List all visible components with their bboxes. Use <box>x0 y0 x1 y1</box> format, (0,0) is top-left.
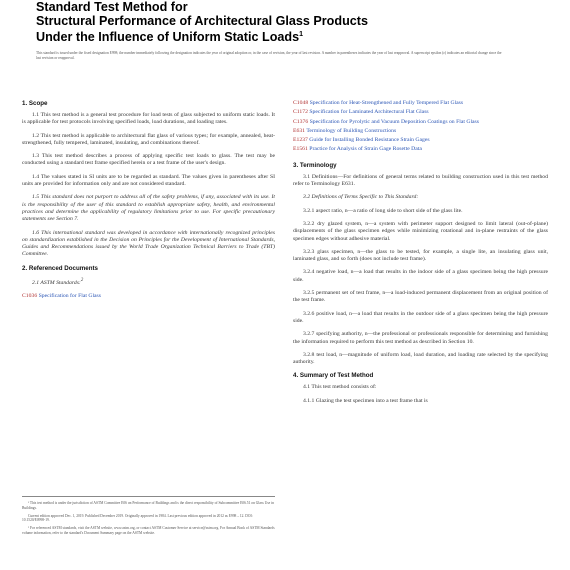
scope-paragraph: 1.2 This test method is applicable to architectural flat glass of various types; for example, annealed, heat-strengthened, fully tempered, laminated, insulating, and combinations thereof. <box>22 132 275 146</box>
reference-code-link[interactable]: E1237 <box>293 137 308 144</box>
reference-title-link[interactable]: Specification for Laminated Architectural Flat Glass <box>309 109 429 116</box>
term-definition: 3.2.6 positive load, n—a load that results in the outdoor side of a glass specimen being the high pressure side. <box>293 310 548 324</box>
reference-code-link[interactable]: E631 <box>293 127 306 134</box>
footnote: ² For referenced ASTM standards, visit the ASTM website, www.astm.org, or contact ASTM Customer Service at service@astm.org. For Annual Book of ASTM Standards volume information, refer to the standard's Document Summary page on the ASTM website. <box>22 526 275 535</box>
right-column <box>293 100 548 411</box>
scope-paragraph: 1.1 This test method is a general test procedure for load tests of glass subjected to uniform static loads. It is applicable for test protocols involving specified loads, load durations, and loading rates. <box>22 112 275 126</box>
designation-note: This standard is issued under the fixed designation E998; the number immediately following the designation indicates the year of original adoption or, in the case of revision, the year of last revision. A number in parentheses indicates the year of last reapproval. A superscript epsilon (ε) indicates an editorial change since the last revision or reapproval. <box>36 51 502 60</box>
reference-code-link[interactable]: C1048 <box>293 100 309 106</box>
reference-title-link[interactable]: Specification for Heat-Strengthened and Fully Tempered Flat Glass <box>309 100 464 106</box>
reference-title-link[interactable]: Specification for Pyrolytic and Vacuum Deposition Coatings on Flat Glass <box>309 118 479 125</box>
term-definition: 3.2.7 specifying authority, n—the professional or professionals responsible for determining and furnishing the information required to perform this test method as described in Section 10. <box>293 331 548 345</box>
document-title <box>36 0 536 44</box>
reference-item[interactable] <box>22 293 275 300</box>
term-definition: 3.2.2 dry glazed system, n—a system with perimeter support designed to limit lateral (out-of-plane) displacements of the glass specimen edges while minimizing rotational and in-plane restraints of the glass specimen edges without adhesive material. <box>293 220 548 242</box>
term-definition: 3.2.1 aspect ratio, n—a ratio of long side to short side of the glass lite. <box>303 207 463 214</box>
reference-code-link[interactable]: C1376 <box>293 118 309 125</box>
section-heading-referenced-documents: 2. Referenced Documents <box>22 264 98 272</box>
reference-item[interactable] <box>293 119 548 126</box>
reference-title-link[interactable]: Practice for Analysis of Strain Gage Rosette Data <box>309 146 422 153</box>
scope-paragraph: 1.3 This test method describes a process of applying specific test loads to glass. The test may be conducted using a standard test frame specified herein or a test frame of the user's design. <box>22 153 275 167</box>
term-definition: 3.2.3 glass specimen, n—the glass to be tested, for example, a single lite, an insulating glass unit, laminated glass, and so forth (does not include test frame). <box>293 248 548 263</box>
term-definition: 3.2.8 test load, n—magnitude of uniform load, load duration, and loading rate selected by the specifying authority. <box>293 351 548 366</box>
reference-code-link[interactable]: E1561 <box>293 146 308 153</box>
astm-standards-label: 2.1 ASTM Standards:$^2$ <box>32 277 84 286</box>
title-footnote-mark: 1 <box>299 31 303 38</box>
scope-paragraph: 1.4 The values stated in SI units are to be regarded as standard. The values given in parentheses after SI units are provided for information only and are not considered standard. <box>22 173 275 188</box>
title-line: Standard Test Method for <box>36 0 188 14</box>
section-heading-scope: 1. Scope <box>22 100 48 107</box>
terminology-paragraph: 3.1 Definitions—For definitions of general terms related to building construction used in this test method refer to Terminology E631. <box>293 173 548 188</box>
reference-item[interactable] <box>293 137 548 144</box>
footnote: Current edition approved Dec. 1, 2019. Published December 2019. Originally approved in 1984. Last previous edition approved in 2012 as E998 – 12. DOI: 10.1520/E0998-19. <box>22 513 253 523</box>
title-line: Structural Performance of Architectural Glass Products <box>36 14 368 28</box>
terminology-paragraph: 3.2 Definitions of Terms Specific to This Standard: <box>303 194 419 201</box>
footnote: ¹ This test method is under the jurisdiction of ASTM Committee E06 on Performance of Buildings and is the direct responsibility of Subcommittee E06.51 on Glass Use in Buildings. <box>22 501 274 510</box>
scope-paragraph: 1.5 This standard does not purport to address all of the safety problems, if any, associated with its use. It is the responsibility of the user of this standard to establish appropriate safety, health, and environmental practices and determine the applicability of regulatory limitations prior to use. For specific precautionary statements see Section 7. <box>22 194 275 223</box>
reference-item[interactable] <box>293 100 548 107</box>
reference-list-continued <box>293 100 548 154</box>
reference-code-link[interactable]: C1172 <box>293 109 308 116</box>
reference-title-link[interactable]: Specification for Flat Glass <box>38 292 101 299</box>
reference-item[interactable] <box>293 146 548 153</box>
term-definition: 3.2.4 negative load, n—a load that results in the indoor side of a glass specimen being the high pressure side. <box>293 269 548 283</box>
document-header <box>36 0 536 61</box>
left-column <box>22 100 275 302</box>
section-heading-terminology: 3. Terminology <box>293 161 337 169</box>
summary-paragraph: 4.1 This test method consists of: <box>303 384 377 391</box>
reference-item[interactable] <box>293 109 548 116</box>
term-definition: 3.2.5 permanent set of test frame, n—a load-induced permanent displacement from an original position of the test frame. <box>293 290 548 304</box>
reference-title-link[interactable]: Guide for Installing Bonded Resistance Strain Gages <box>309 137 430 144</box>
footnotes <box>22 496 275 539</box>
summary-paragraph: 4.1.1 Glazing the test specimen into a test frame that is <box>303 397 428 404</box>
section-heading-summary: 4. Summary of Test Method <box>293 372 374 380</box>
reference-item[interactable] <box>293 128 548 135</box>
scope-paragraph: 1.6 This international standard was developed in accordance with internationally recognized principles on standardization established in the Decision on Principles for the Development of International Standards, Guides and Recommendations issued by the World Trade Organization Technical Barriers to Trade (TBT) Committee. <box>22 229 275 258</box>
title-line: Under the Influence of Uniform Static Loads$^1$ <box>36 30 303 45</box>
reference-title-link[interactable]: Terminology of Building Constructions <box>306 127 397 134</box>
reference-code-link[interactable]: C1036 <box>22 292 38 299</box>
